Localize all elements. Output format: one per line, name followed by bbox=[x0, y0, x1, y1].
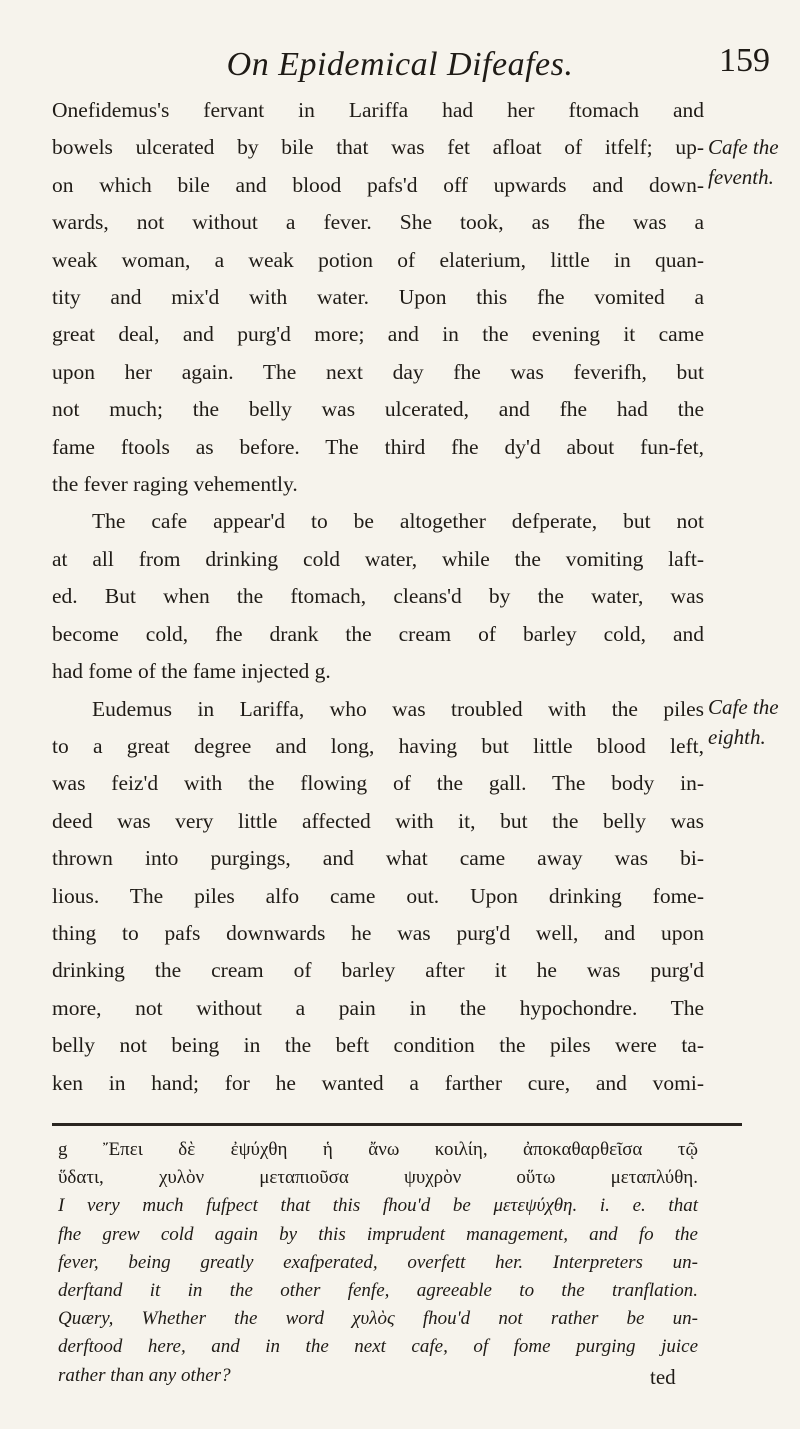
text-line: Eudemus in Lariffa, who was troubled with the piles bbox=[92, 696, 704, 721]
main-text bbox=[52, 92, 704, 1102]
footnote-line: fever, being greatly exafperated, overfett her. Interpreters un- bbox=[58, 1251, 698, 1273]
footnote-line: ὕδατι, χυλὸν μεταπιοῦσα ψυχρὸν οὕτω μεταπλύθη. bbox=[58, 1167, 698, 1189]
text-line: to a great degree and long, having but little blood left, bbox=[52, 733, 704, 758]
text-line: drinking the cream of barley after it he was purg'd bbox=[52, 958, 704, 983]
text-line: thrown into purgings, and what came away was bi- bbox=[52, 846, 704, 871]
text-line: on which bile and blood pafs'd off upwards and down- bbox=[52, 172, 704, 197]
text-line: ed. But when the ftomach, cleans'd by the water, was bbox=[52, 584, 704, 609]
text-line: wards, not without a fever. She took, as fhe was a bbox=[52, 210, 704, 235]
footnote-line: g Ἔπει δὲ ἐψύχθη ἡ ἄνω κοιλίη, ἀποκαθαρθεῖσα τῷ bbox=[58, 1139, 698, 1160]
text-line: thing to pafs downwards he was purg'd well, and upon bbox=[52, 920, 704, 945]
page-number: 159 bbox=[719, 42, 770, 79]
text-line: lious. The piles alfo came out. Upon drinking fome- bbox=[52, 883, 704, 908]
catchword: ted bbox=[650, 1365, 676, 1389]
text-line: bowels ulcerated by bile that was fet afloat of itfelf; up- bbox=[52, 135, 704, 160]
text-line: Onefidemus's fervant in Lariffa had her ftomach and bbox=[52, 98, 704, 122]
text-line: tity and mix'd with water. Upon this fhe vomited a bbox=[52, 285, 704, 310]
footnote-line: derftand it in the other fenfe, agreeable to the tranflation. bbox=[58, 1280, 698, 1302]
footnote bbox=[58, 1136, 698, 1390]
footnote-rule bbox=[52, 1123, 742, 1126]
text-line: great deal, and purg'd more; and in the evening it came bbox=[52, 322, 704, 347]
text-line: deed was very little affected with it, but the belly was bbox=[52, 808, 704, 833]
text-line: was feiz'd with the flowing of the gall. The body in- bbox=[52, 771, 704, 796]
text-line: at all from drinking cold water, while the vomiting laft- bbox=[52, 546, 704, 571]
page-header bbox=[0, 38, 800, 94]
running-title: On Epidemical Difeafes. bbox=[226, 46, 574, 83]
footnote-line: I very much fufpect that this fhou'd be μετεψύχθη. i. e. that bbox=[58, 1195, 698, 1217]
text-line: upon her again. The next day fhe was feverifh, but bbox=[52, 359, 704, 384]
text-line: not much; the belly was ulcerated, and fhe had the bbox=[52, 397, 704, 422]
text-line: had fome of the fame injected g. bbox=[52, 659, 331, 684]
text-line: The cafe appear'd to be altogether defperate, but not bbox=[92, 509, 704, 534]
footnote-line: Quæry, Whether the word χυλὸς fhou'd not rather be un- bbox=[58, 1308, 698, 1330]
text-line: ken in hand; for he wanted a farther cure, and vomi- bbox=[52, 1070, 704, 1095]
sidenote-case-eighth: Cafe the eighth. bbox=[708, 695, 779, 749]
sidenote-case-seventh: Cafe the feventh. bbox=[708, 135, 779, 189]
text-line: become cold, fhe drank the cream of barley cold, and bbox=[52, 621, 704, 646]
footnote-line: rather than any other? bbox=[58, 1364, 231, 1386]
text-line: belly not being in the beft condition the piles were ta- bbox=[52, 1033, 704, 1058]
footnote-line: derftood here, and in the next cafe, of fome purging juice bbox=[58, 1336, 698, 1358]
text-line: more, not without a pain in the hypochondre. The bbox=[52, 995, 704, 1020]
text-line: fame ftools as before. The third fhe dy'd about fun-fet, bbox=[52, 434, 704, 459]
text-line: weak woman, a weak potion of elaterium, little in quan- bbox=[52, 247, 704, 272]
text-line: the fever raging vehemently. bbox=[52, 472, 298, 497]
footnote-line: fhe grew cold again by this imprudent management, and fo the bbox=[58, 1223, 698, 1245]
